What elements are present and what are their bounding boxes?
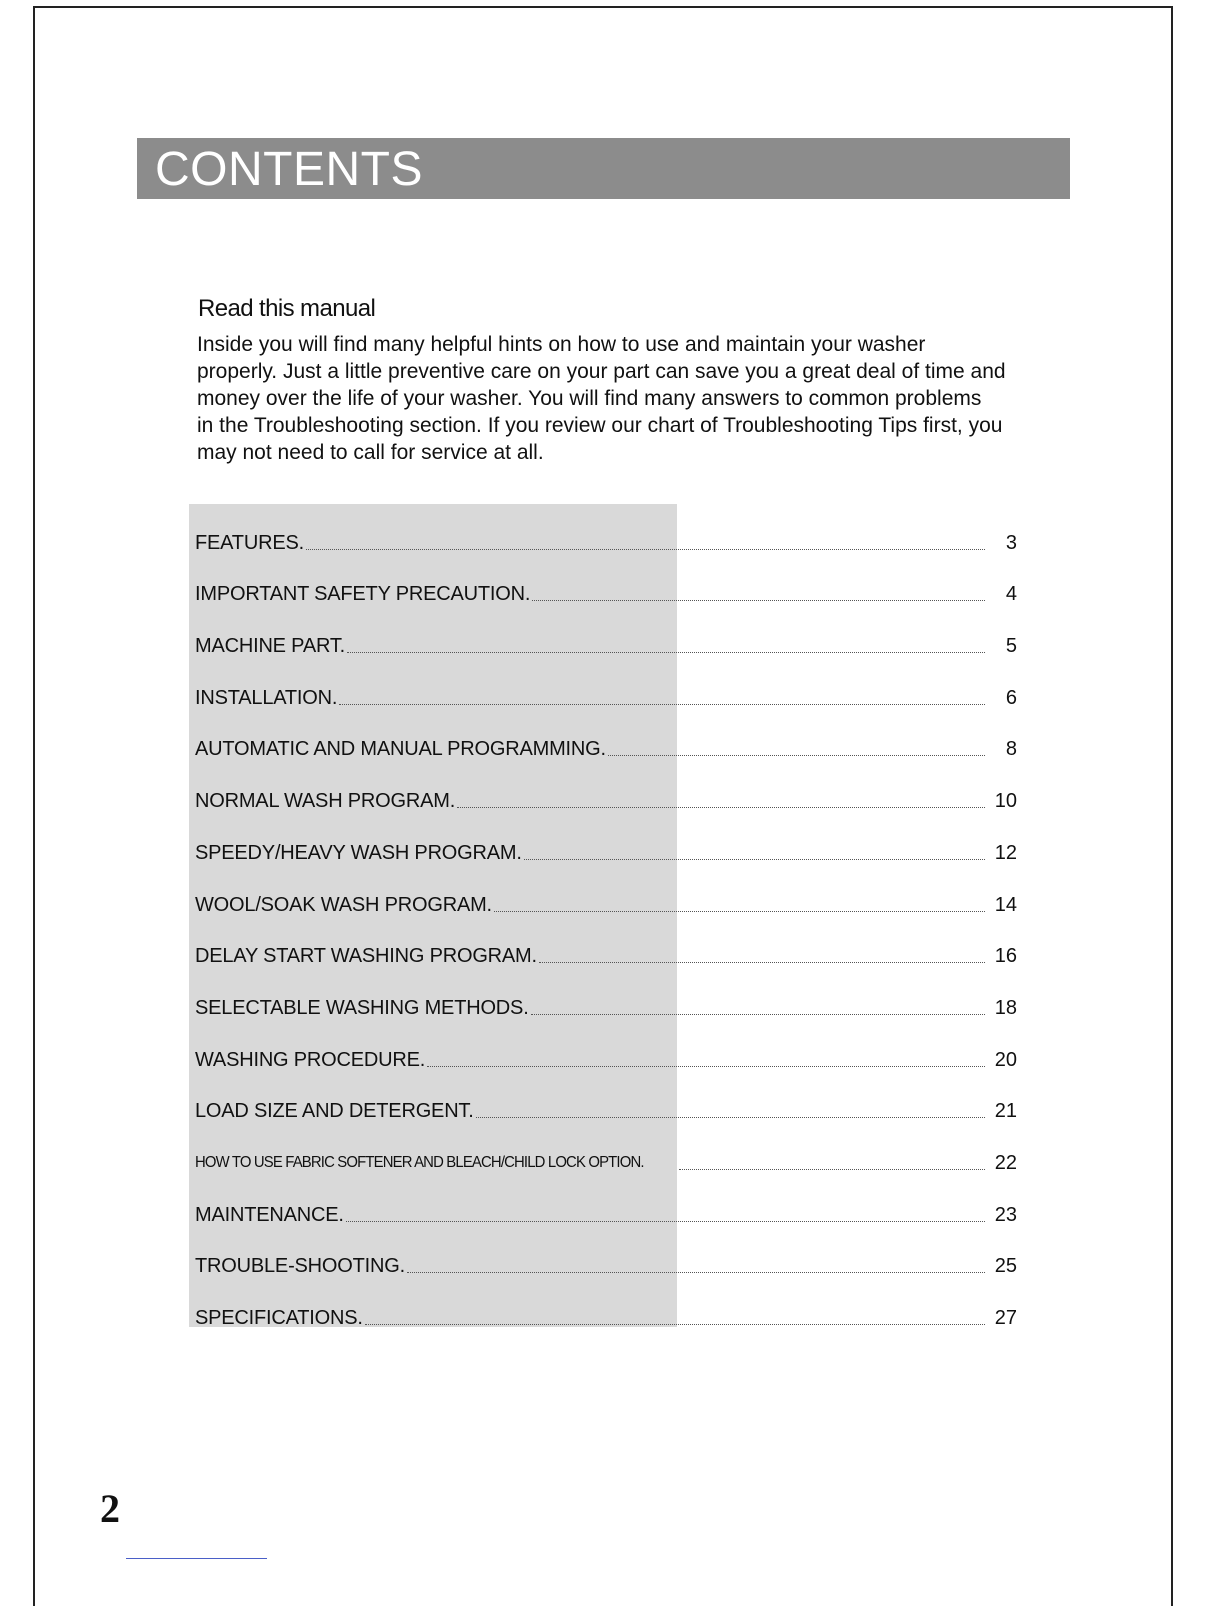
- toc-entry-features[interactable]: [195, 508, 1017, 560]
- toc-dot-leader: [347, 651, 985, 653]
- toc-entry-load-size[interactable]: [195, 1077, 1017, 1129]
- toc-dot-leader: [531, 1013, 985, 1015]
- toc-dot-leader: [476, 1116, 985, 1118]
- toc-dot-leader: [306, 548, 985, 550]
- toc-entry-page: 5: [1005, 635, 1017, 658]
- toc-entry-page: 3: [1005, 531, 1017, 554]
- toc-entry-label: TROUBLE-SHOOTING.: [195, 1255, 405, 1278]
- toc-entry-label: SPEEDY/HEAVY WASH PROGRAM.: [195, 841, 522, 864]
- intro-line: in the Troubleshooting section. If you review our chart of Troubleshooting Tips first, you: [197, 414, 1003, 437]
- toc-entry-label: MAINTENANCE.: [195, 1203, 344, 1226]
- toc-entry-page: 4: [1005, 583, 1017, 606]
- intro-heading: Read this manual: [198, 295, 376, 322]
- contents-title-bar: [137, 138, 1070, 199]
- toc-entry-wool-soak-wash[interactable]: [195, 870, 1017, 922]
- toc-entry-label: DELAY START WASHING PROGRAM.: [195, 945, 537, 968]
- toc-entry-page: 25: [994, 1255, 1017, 1278]
- toc-entry-maintenance[interactable]: [195, 1180, 1017, 1232]
- toc-entry-installation[interactable]: [195, 663, 1017, 715]
- intro-line: may not need to call for service at all.: [197, 441, 544, 464]
- toc-entry-page: 16: [994, 945, 1017, 968]
- toc-entry-delay-start[interactable]: [195, 922, 1017, 974]
- toc-entry-specifications[interactable]: [195, 1283, 1017, 1335]
- toc-entry-label: WASHING PROCEDURE.: [195, 1048, 426, 1071]
- toc-dot-leader: [427, 1065, 985, 1067]
- toc-entry-page: 12: [994, 841, 1017, 864]
- toc-entry-label: WOOL/SOAK WASH PROGRAM.: [195, 893, 492, 916]
- toc-entry-page: 23: [994, 1203, 1017, 1226]
- toc-entry-fabric-softener[interactable]: [195, 1128, 1017, 1180]
- toc-entry-page: 20: [994, 1048, 1017, 1071]
- toc-entry-label: IMPORTANT SAFETY PRECAUTION.: [195, 583, 531, 606]
- toc-entry-label: SPECIFICATIONS.: [195, 1307, 363, 1329]
- toc-dot-leader: [679, 1168, 985, 1170]
- toc-entry-programming[interactable]: [195, 715, 1017, 767]
- toc-dot-leader: [407, 1271, 985, 1273]
- toc-entry-page: 22: [994, 1151, 1017, 1174]
- toc-dot-leader: [346, 1220, 985, 1222]
- toc-entry-label: NORMAL WASH PROGRAM.: [195, 790, 456, 813]
- toc-entry-label: LOAD SIZE AND DETERGENT.: [195, 1100, 474, 1123]
- page-number: 2: [100, 1486, 120, 1531]
- toc-dot-leader: [524, 858, 985, 860]
- toc-dot-leader: [494, 910, 985, 912]
- intro-line: money over the life of your washer. You will find many answers to common problems: [197, 387, 982, 410]
- toc-entry-normal-wash[interactable]: [195, 766, 1017, 818]
- toc-entry-page: 8: [1005, 738, 1017, 761]
- toc-entry-machine-part[interactable]: [195, 611, 1017, 663]
- toc-dot-leader: [539, 961, 985, 963]
- table-of-contents: [195, 508, 1017, 1335]
- page-title: CONTENTS: [155, 143, 423, 196]
- toc-entry-page: 18: [994, 996, 1017, 1019]
- toc-entry-label: SELECTABLE WASHING METHODS.: [195, 996, 529, 1019]
- toc-entry-safety[interactable]: [195, 560, 1017, 612]
- toc-entry-trouble-shooting[interactable]: [195, 1232, 1017, 1284]
- toc-dot-leader: [365, 1323, 985, 1325]
- toc-entry-washing-methods[interactable]: [195, 973, 1017, 1025]
- toc-entry-page: 27: [994, 1307, 1017, 1329]
- intro-line: properly. Just a little preventive care on your part can save you a great deal of time and: [197, 360, 1006, 383]
- toc-entry-page: 14: [994, 893, 1017, 916]
- toc-entry-label: INSTALLATION.: [195, 686, 338, 709]
- toc-entry-page: 21: [994, 1100, 1017, 1123]
- toc-entry-label: HOW TO USE FABRIC SOFTENER AND BLEACH/CHILD LOCK OPTION.: [195, 1153, 644, 1171]
- toc-entry-washing-procedure[interactable]: [195, 1025, 1017, 1077]
- toc-dot-leader: [339, 703, 985, 705]
- footer-rule: [126, 1558, 267, 1559]
- toc-dot-leader: [532, 599, 985, 601]
- toc-entry-label: AUTOMATIC AND MANUAL PROGRAMMING.: [195, 738, 606, 761]
- toc-dot-leader: [608, 754, 985, 756]
- intro-paragraph: [197, 331, 1057, 466]
- toc-entry-speedy-heavy-wash[interactable]: [195, 818, 1017, 870]
- toc-entry-page: 6: [1005, 686, 1017, 709]
- intro-line: Inside you will find many helpful hints on how to use and maintain your washer: [197, 333, 926, 356]
- toc-entry-page: 10: [994, 790, 1017, 813]
- toc-dot-leader: [457, 806, 985, 808]
- toc-entry-label: MACHINE PART.: [195, 635, 346, 658]
- toc-entry-label: FEATURES.: [195, 531, 304, 554]
